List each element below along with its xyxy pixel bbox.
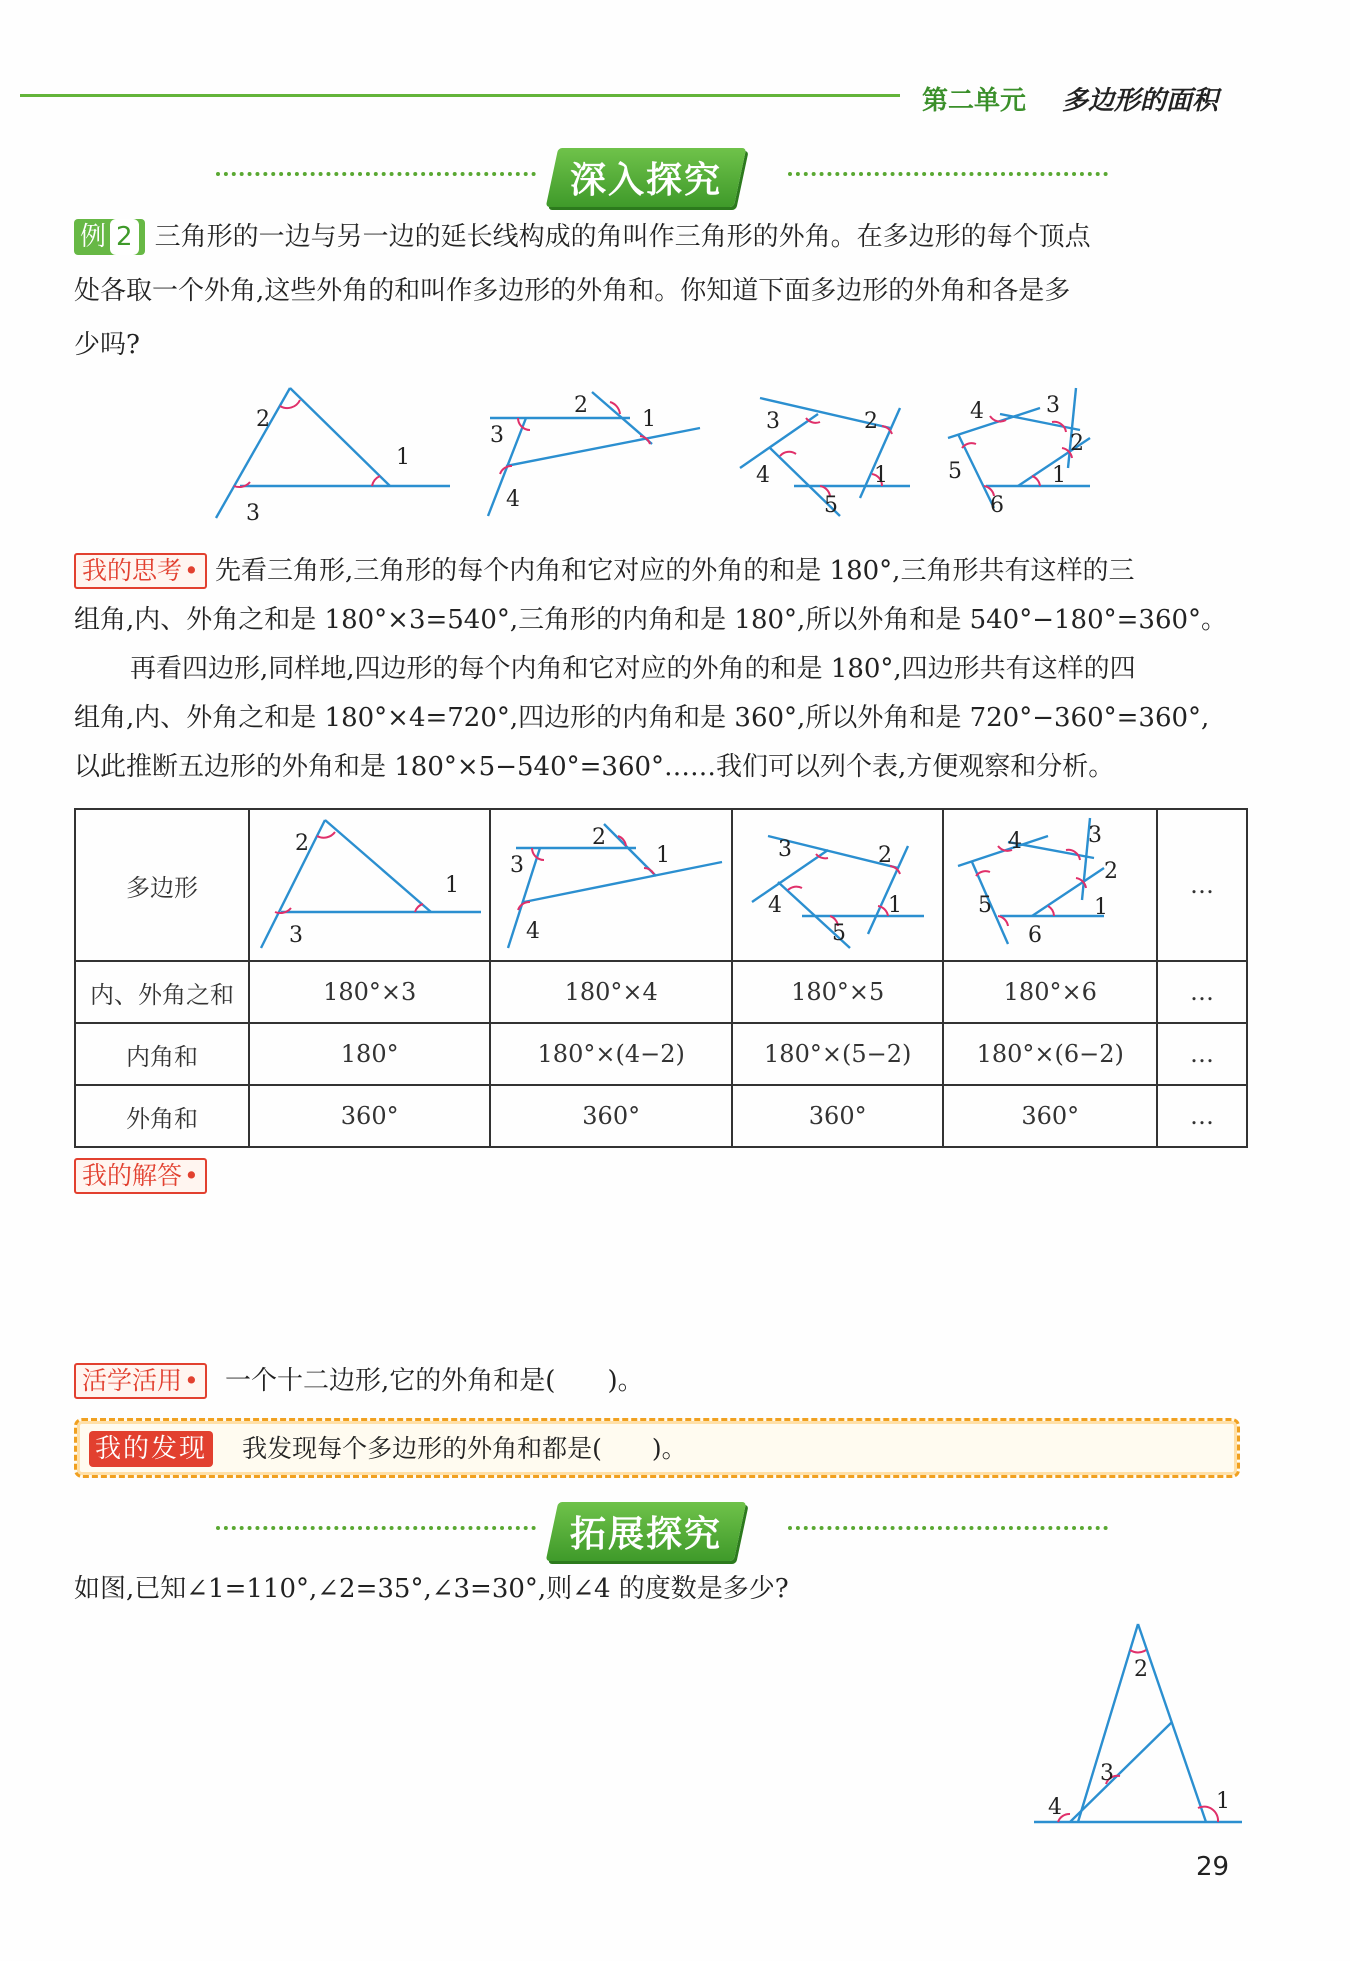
table-cell: 180° xyxy=(249,1023,491,1085)
pentagon-figure xyxy=(740,398,910,518)
table-hex-figure xyxy=(948,812,1152,952)
table-cell: 180°×(4−2) xyxy=(490,1023,732,1085)
table-cell: 180°×3 xyxy=(249,961,491,1023)
row-header-polygon: 多边形 xyxy=(75,809,249,961)
table-cell: … xyxy=(1157,1023,1247,1085)
t-pent-2: 2 xyxy=(877,843,892,868)
thinking-paragraph xyxy=(74,547,1254,792)
pent-label-1: 1 xyxy=(874,463,888,488)
t-tri-1: 1 xyxy=(444,873,459,898)
quadrilateral-figure xyxy=(488,392,700,516)
quad-label-3: 3 xyxy=(490,423,504,448)
table-row-interior xyxy=(75,1023,1247,1085)
table-cell: 360° xyxy=(943,1085,1157,1147)
section-title-deep-explore: 深入探究 xyxy=(546,148,747,207)
analysis-table xyxy=(74,808,1248,1148)
pent-label-2: 2 xyxy=(864,409,878,434)
table-cell: … xyxy=(1157,961,1247,1023)
extend-label-3: 3 xyxy=(1100,1761,1114,1786)
table-cell-hexagon xyxy=(943,809,1157,961)
unit-label: 第二单元 xyxy=(922,86,1027,116)
thinking-line-5: 以此推断五边形的外角和是 180°×5−540°=360°……我们可以列个表,方便观察和分析。 xyxy=(74,752,1115,782)
apply-line xyxy=(74,1354,644,1408)
t-hex-4: 4 xyxy=(1008,829,1023,854)
table-cell: 180°×(5−2) xyxy=(732,1023,944,1085)
table-triangle-figure xyxy=(255,812,485,952)
t-hex-3: 3 xyxy=(1088,823,1103,848)
hex-label-2: 2 xyxy=(1070,431,1084,456)
example-line-2: 处各取一个外角,这些外角的和叫作多边形的外角和。你知道下面多边形的外角和各是多 xyxy=(74,276,1071,306)
table-cell-triangle xyxy=(249,809,491,961)
extend-label-4: 4 xyxy=(1048,1795,1062,1820)
table-cell-pentagon xyxy=(732,809,944,961)
pent-label-4: 4 xyxy=(756,463,770,488)
hex-label-5: 5 xyxy=(948,459,962,484)
table-row-polygons xyxy=(75,809,1247,961)
t-pent-3: 3 xyxy=(777,837,792,862)
table-pent-figure xyxy=(738,812,938,952)
example-tag: 例 2 xyxy=(74,219,145,255)
answer-section xyxy=(74,1158,207,1194)
section-divider-right xyxy=(788,172,1108,176)
table-cell: 360° xyxy=(249,1085,491,1147)
section2-divider-left xyxy=(216,1526,536,1530)
section-divider-left xyxy=(216,172,536,176)
t-quad-3: 3 xyxy=(510,853,525,878)
t-pent-4: 4 xyxy=(767,893,782,918)
table-cell: 180°×(6−2) xyxy=(943,1023,1157,1085)
hex-label-1: 1 xyxy=(1052,463,1066,488)
example-paragraph xyxy=(74,210,1254,372)
table-cell: 360° xyxy=(732,1085,944,1147)
row-header-sum: 内、外角之和 xyxy=(75,961,249,1023)
triangle-figure xyxy=(216,388,450,526)
pent-label-5: 5 xyxy=(824,493,838,518)
polygon-figures xyxy=(200,378,1260,528)
tri-label-2: 2 xyxy=(256,407,270,432)
apply-question: 一个十二边形,它的外角和是( )。 xyxy=(225,1366,644,1396)
extend-label-2: 2 xyxy=(1134,1657,1148,1682)
extend-label-1: 1 xyxy=(1216,1789,1230,1814)
table-row-exterior xyxy=(75,1085,1247,1147)
quad-label-4: 4 xyxy=(506,487,520,512)
tri-label-3: 3 xyxy=(246,501,260,526)
discovery-text: 我发现每个多边形的外角和都是( )。 xyxy=(242,1434,687,1463)
table-quad-figure xyxy=(496,812,726,952)
t-quad-1: 1 xyxy=(656,843,671,868)
quad-label-1: 1 xyxy=(642,407,656,432)
thinking-line-3: 再看四边形,同样地,四边形的每个内角和它对应的外角的和是 180°,四边形共有这样的四 xyxy=(130,654,1136,684)
chapter-title: 多边形的面积 xyxy=(1062,86,1219,116)
table-cell: … xyxy=(1157,1085,1247,1147)
discovery-box xyxy=(74,1418,1240,1478)
hex-label-3: 3 xyxy=(1046,393,1060,418)
answer-tag: 我的解答 • xyxy=(74,1158,207,1194)
t-pent-5: 5 xyxy=(831,921,846,946)
table-cell: 180°×6 xyxy=(943,961,1157,1023)
t-quad-4: 4 xyxy=(526,919,541,944)
table-cell: 180°×5 xyxy=(732,961,944,1023)
discovery-content xyxy=(89,1429,687,1467)
tri-label-1: 1 xyxy=(396,445,410,470)
thinking-tag: 我的思考 • xyxy=(74,553,207,589)
t-hex-5: 5 xyxy=(978,893,993,918)
example-line-1: 例 2 三角形的一边与另一边的延长线构成的角叫作三角形的外角。在多边形的每个顶点 xyxy=(74,210,1254,264)
t-quad-2: 2 xyxy=(592,825,607,850)
header-rule xyxy=(20,94,900,97)
page-number: 29 xyxy=(1196,1852,1230,1882)
t-tri-2: 2 xyxy=(294,831,309,856)
t-hex-1: 1 xyxy=(1094,895,1109,920)
t-hex-6: 6 xyxy=(1028,923,1043,948)
table-row-sum xyxy=(75,961,1247,1023)
table-cell-quadrilateral xyxy=(490,809,732,961)
t-tri-3: 3 xyxy=(288,923,303,948)
pent-label-3: 3 xyxy=(766,409,780,434)
extend-question: 如图,已知∠1=110°,∠2=35°,∠3=30°,则∠4 的度数是多少? xyxy=(74,1574,789,1604)
discovery-tag: 我的发现 xyxy=(89,1431,213,1467)
thinking-line-1: 我的思考 • 先看三角形,三角形的每个内角和它对应的外角的和是 180°,三角形共有这样的三 xyxy=(74,547,1254,596)
hexagon-figure xyxy=(948,388,1090,518)
t-pent-1: 1 xyxy=(887,893,902,918)
example-line-3: 少吗? xyxy=(74,330,140,360)
section2-divider-right xyxy=(788,1526,1108,1530)
table-cell-ellipsis: … xyxy=(1157,809,1247,961)
apply-tag: 活学活用 • xyxy=(74,1363,207,1399)
row-header-interior: 内角和 xyxy=(75,1023,249,1085)
table-cell: 360° xyxy=(490,1085,732,1147)
table-cell: 180°×4 xyxy=(490,961,732,1023)
hex-label-4: 4 xyxy=(970,399,984,424)
section-title-extend-explore: 拓展探究 xyxy=(546,1502,747,1561)
t-hex-2: 2 xyxy=(1104,859,1119,884)
quad-label-2: 2 xyxy=(574,393,588,418)
thinking-line-4: 组角,内、外角之和是 180°×4=720°,四边形的内角和是 360°,所以外角和是 720°−360°=360°, xyxy=(74,703,1210,733)
thinking-line-2: 组角,内、外角之和是 180°×3=540°,三角形的内角和是 180°,所以外角和是 540°−180°=360°。 xyxy=(74,605,1228,635)
extend-triangle-figure xyxy=(1028,1618,1248,1828)
hex-label-6: 6 xyxy=(990,493,1004,518)
row-header-exterior: 外角和 xyxy=(75,1085,249,1147)
